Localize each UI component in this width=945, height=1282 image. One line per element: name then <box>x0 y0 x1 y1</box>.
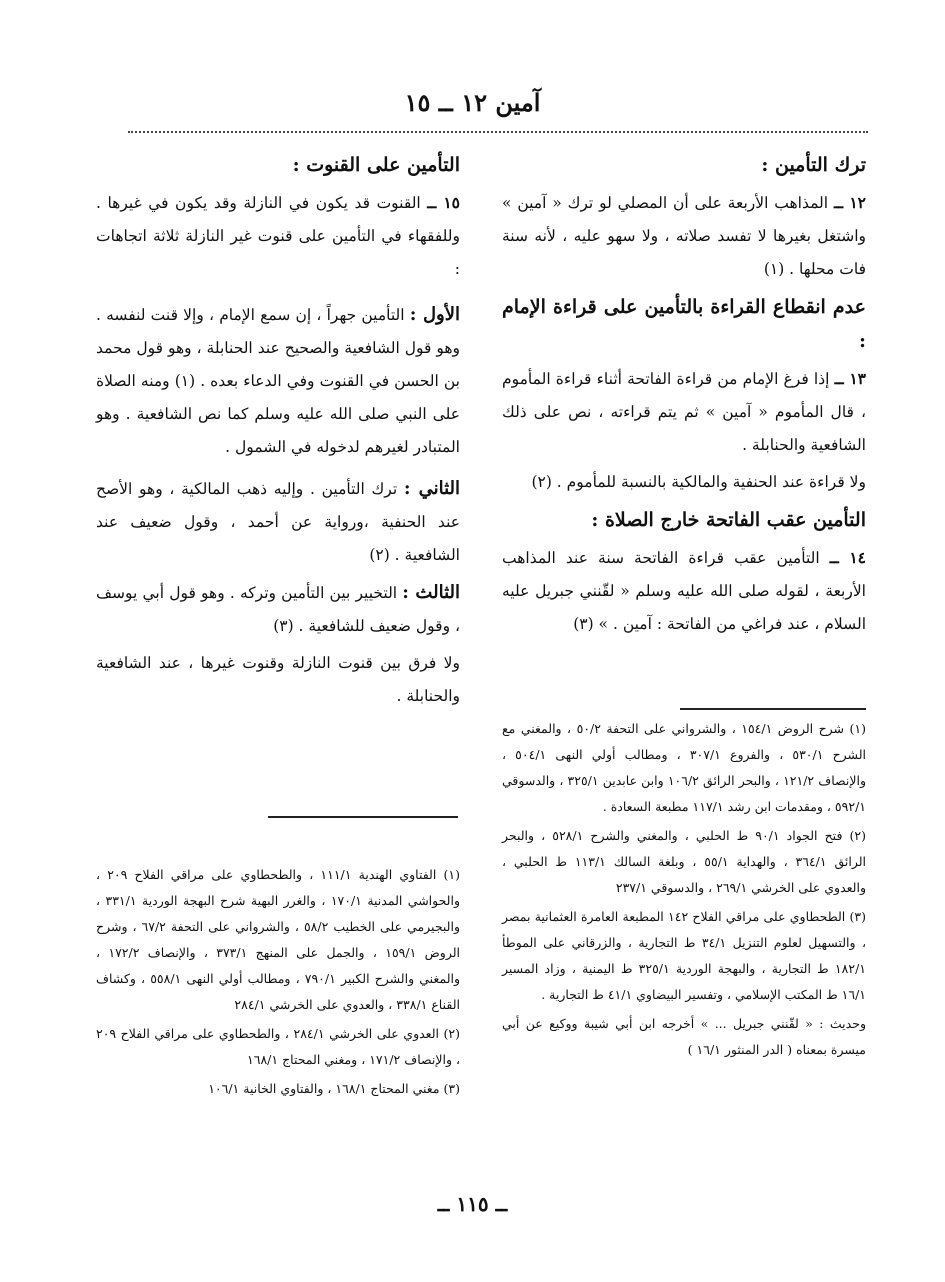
paragraph-14-text: التأمين عقب قراءة الفاتحة سنة عند المذاهب الأربعة ، لقوله صلى الله عليه وسلم « لقّنني جبريل عليه السلام ، عند فراغي من الفاتحة : آمين . » (٣) <box>502 549 866 633</box>
footnote-left-3: (٣) مغني المحتاج ١٦٨/١ ، والفتاوي الخانية ١٠٦/١ <box>208 1081 460 1096</box>
paragraph-number-15: ١٥ ــ <box>427 193 460 212</box>
paragraph-15-text: القنوت قد يكون في النازلة وقد يكون في غيرها . وللفقهاء في التأمين على قنوت غير النازلة ثلاثة اتجاهات : <box>96 194 460 278</box>
footnote-right-1: (١) شرح الروض ١٥٤/١ ، والشرواني على التحفة ٥٠/٢ ، والمغني مع الشرح ٥٣٠/١ ، والفروع ٣٠٧/١ ، ومطالب أولي النهى ٥٠٤/١ ، والإنصاف ١٢١/٢ ، والبحر الرائق ١٠٦/٢ وابن عابدين ٣٢٥/١ ، والدسوقي ٥٩٢/١ ، ومقدمات ابن رشد ١١٧/١ مطبعة السعادة . <box>502 721 867 814</box>
paragraph-12 <box>502 186 866 286</box>
right-column <box>502 148 866 645</box>
footnote-divider-right <box>680 708 866 710</box>
paragraph-13-text: إذا فرغ الإمام من قراءة الفاتحة أثناء قراءة المأموم ، قال المأموم « آمين » ثم يتم قراءته ، نص على ذلك الشافعية والحنابلة . <box>502 370 866 454</box>
footnote-divider-left <box>268 816 458 818</box>
opinion-first <box>96 298 460 464</box>
footnotes-right <box>502 716 866 1066</box>
heading-leaving-amen: ترك التأمين : <box>761 154 866 176</box>
opinion-third <box>96 576 460 643</box>
footnotes-left <box>96 862 460 1105</box>
paragraph-number-14: ١٤ ــ <box>829 548 866 567</box>
paragraph-number-12: ١٢ ــ <box>833 193 867 212</box>
opinion-first-text: التأمين جهراً ، إن سمع الإمام ، وإلا قنت لنفسه . وهو قول الشافعية والصحيح عند الحنابلة ، وهو قول محمد بن الحسن في القنوت وفي الدعاء بعده . (١) ومنه الصلاة على النبي صلى الله عليه وسلم كما نص الشافعية . وهو المتبادر لغيرهم لدخوله في الشمول . <box>96 306 460 456</box>
footnote-left-2: (٢) العدوي على الخرشي ٢٨٤/١ ، والطحطاوي على مراقي الفلاح ٢٠٩ ، والإنصاف ١٧١/٢ ، ومغني المحتاج ١٦٨/١ <box>96 1026 460 1067</box>
paragraph-13 <box>502 362 866 462</box>
paragraph-number-13: ١٣ ــ <box>834 369 867 388</box>
heading-amen-on-qunut: التأمين على القنوت : <box>292 154 460 176</box>
footnote-right-hadith: وحديث : « لقّنني جبريل ... » أخرجه ابن أبي شيبة ووكيع عن أبي ميسرة بمعناه ( الدر المنثور ١٦/١ ) <box>502 1016 866 1057</box>
opinion-third-label: الثالث : <box>402 582 460 603</box>
opinion-second <box>96 472 460 572</box>
opinion-first-label: الأول : <box>409 304 461 325</box>
heading-amen-outside-prayer: التأمين عقب الفاتحة خارج الصلاة : <box>591 509 866 531</box>
footnote-left-1: (١) الفتاوي الهندية ١١١/١ ، والطحطاوي على مراقي الفلاح ٢٠٩ ، والحواشي المدنية ١٧٠/١ ، والغرر البهية شرح البهجة الوردية ٣٣١/١ ، والبجيرمي على الخطيب ٥٨/٢ ، والشرواني على التحفة ٦٧/٢ ، وشرح الروض ١٥٩/١ ، والجمل على المنهج ٣٧٣/١ ، والإنصاف ١٧٢/٢ ، والمغني والشرح الكبير ٧٩٠/١ ، ومطالب أولي النهى ٥٥٨/١ ، وكشاف القناع ٣٣٨/١ ، والعدوي على الخرشي ٢٨٤/١ <box>96 867 461 1012</box>
opinion-third-text: التخيير بين التأمين وتركه . وهو قول أبي يوسف ، وقول ضعيف للشافعية . (٣) <box>96 584 460 635</box>
heading-reading-continuity: عدم انقطاع القراءة بالتأمين على قراءة الإمام : <box>502 296 866 352</box>
paragraph-15 <box>96 186 460 286</box>
page-title: آمين ١٢ ــ ١٥ <box>404 88 541 117</box>
opinion-second-label: الثاني : <box>403 478 460 499</box>
paragraph-12-text: المذاهب الأربعة على أن المصلي لو ترك « آمين » واشتغل بغيرها لا تفسد صلاته ، ولا سهو عليه ، لأنه سنة فات محلها . (١) <box>502 194 866 278</box>
paragraph-closing: ولا فرق بين قنوت النازلة وقنوت غيرها ، عند الشافعية والحنابلة . <box>96 654 460 705</box>
footnote-right-2: (٢) فتح الجواد ٩٠/١ ط الحلبي ، والمغني والشرح ٥٢٨/١ ، والبحر الرائق ٣٦٤/١ ، والهداية ٥٥/١ ، وبلغة السالك ١١٣/١ ط الحلبي ، والعدوي على الخرشي ٢٦٩/١ ، والدسوقي ٢٣٧/١ <box>502 828 866 895</box>
left-column <box>96 148 460 717</box>
paragraph-14 <box>502 541 866 641</box>
page-number: ــ ١١٥ ــ <box>437 1192 508 1216</box>
header-divider <box>128 131 868 133</box>
paragraph-13b: ولا قراءة عند الحنفية والمالكية بالنسبة للمأموم . (٢) <box>531 473 866 491</box>
footnote-right-3: (٣) الطحطاوي على مراقي الفلاح ١٤٢ المطبعة العامرة العثمانية بمصر ، والتسهيل لعلوم التنزيل ٣٤/١ ط التجارية ، والزرقاني على الموطأ ١٨٢/١ ط التجارية ، والبهجة الوردية ٣٢٥/١ ط اليمنية ، وزاد المسير ١٦/١ ط المكتب الإسلامي ، وتفسير البيضاوي ٤١/١ ط التجارية . <box>502 909 866 1002</box>
opinion-second-text: ترك التأمين . وإليه ذهب المالكية ، وهو الأصح عند الحنفية ،ورواية عن أحمد ، وقول ضعيف عند الشافعية . (٢) <box>96 480 460 564</box>
